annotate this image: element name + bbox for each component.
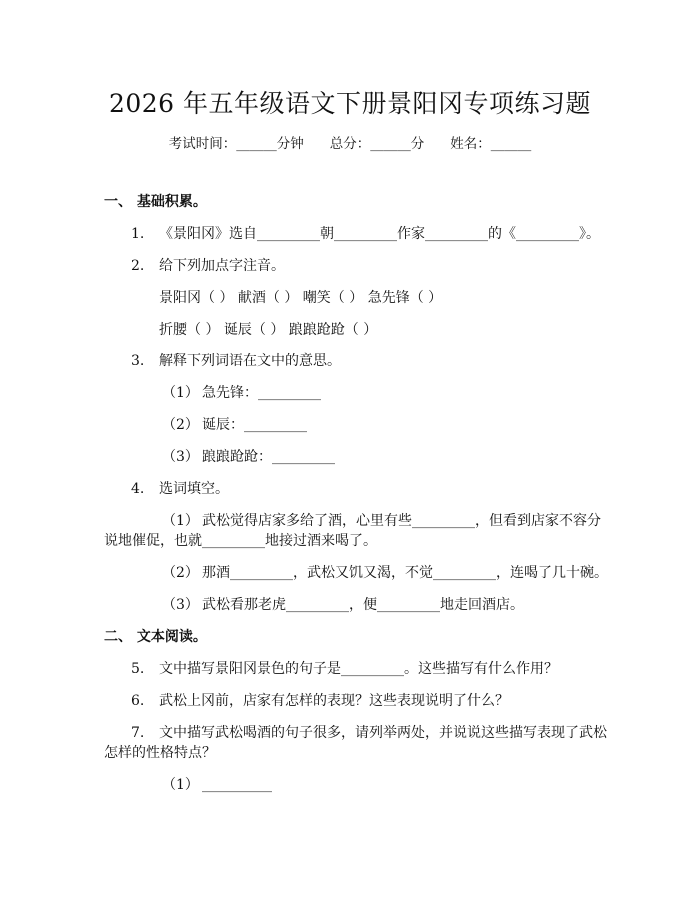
question-7 [131, 723, 607, 743]
question-continuation: 怎样的性格特点？ [104, 745, 216, 761]
exam-time: 考试时间：______分钟 [168, 136, 304, 152]
question-number: 5. [131, 661, 145, 677]
sub-item [162, 595, 524, 615]
pinyin-row-1: 景阳冈（ ） 献酒（ ） 嘲笑（ ） 急先锋（ ） [159, 290, 443, 306]
question-text: 解释下列词语在文中的意思。 [159, 353, 341, 369]
question-2 [131, 256, 285, 276]
sub-item-number: （1） [162, 777, 199, 793]
sub-item [162, 383, 321, 403]
question-number: 6. [131, 693, 145, 709]
sub-item-text: 急先锋：_________ [202, 385, 321, 401]
question-4 [131, 479, 229, 499]
question-number: 3. [131, 353, 145, 369]
total-score: 总分：______分 [329, 136, 425, 152]
sub-item-number: （3） [162, 449, 199, 465]
sub-item [162, 563, 608, 583]
sub-item [162, 775, 272, 795]
question-6 [131, 691, 509, 711]
sub-item-text: 武松看那老虎_________，便_________地走回酒店。 [202, 597, 524, 613]
question-text: 选词填空。 [159, 481, 229, 497]
question-number: 2. [131, 258, 145, 274]
sub-item-number: （3） [162, 597, 199, 613]
question-text: 武松上冈前，店家有怎样的表现？这些表现说明了什么？ [159, 693, 509, 709]
student-name: 姓名：______ [450, 136, 532, 152]
sub-item-text: 踉踉跄跄：_________ [202, 449, 335, 465]
question-number: 4. [131, 481, 145, 497]
sub-item-number: （2） [162, 565, 199, 581]
sub-item-number: （1） [162, 513, 199, 529]
sub-item-text: 那酒_________，武松又饥又渴，不觉_________，连喝了几十碗。 [202, 565, 608, 581]
question-text: 文中描写武松喝酒的句子很多，请列举两处，并说说这些描写表现了武松 [159, 725, 607, 741]
question-text: 文中描写景阳冈景色的句子是_________。这些描写有什么作用？ [159, 661, 558, 677]
question-number: 7. [131, 725, 145, 741]
sub-item [162, 447, 335, 467]
question-1 [131, 224, 600, 244]
question-3 [131, 351, 341, 371]
question-5 [131, 659, 558, 679]
sub-item-text: 武松觉得店家多给了酒，心里有些_________，但看到店家不容分 [202, 513, 601, 529]
sub-item-text: __________ [202, 777, 272, 793]
sub-item-text: 诞辰：_________ [202, 417, 307, 433]
sub-item [162, 511, 601, 531]
section-heading-basics: 一、 基础积累。 [104, 194, 207, 210]
page-title: 2026 年五年级语文下册景阳冈专项练习题 [108, 89, 592, 118]
section-heading-reading: 二、 文本阅读。 [104, 629, 207, 645]
sub-item-number: （2） [162, 417, 199, 433]
sub-item-continuation: 说地催促，也就_________地接过酒来喝了。 [104, 533, 377, 549]
question-number: 1. [131, 226, 145, 242]
question-text: 《景阳冈》选自_________朝_________作家_________的《_________》。 [159, 226, 600, 242]
sub-item [162, 415, 307, 435]
question-text: 给下列加点字注音。 [159, 258, 285, 274]
pinyin-row-2: 折腰（ ） 诞辰（ ） 踉踉跄跄（ ） [159, 322, 378, 338]
exam-meta [0, 132, 700, 152]
sub-item-number: （1） [162, 385, 199, 401]
